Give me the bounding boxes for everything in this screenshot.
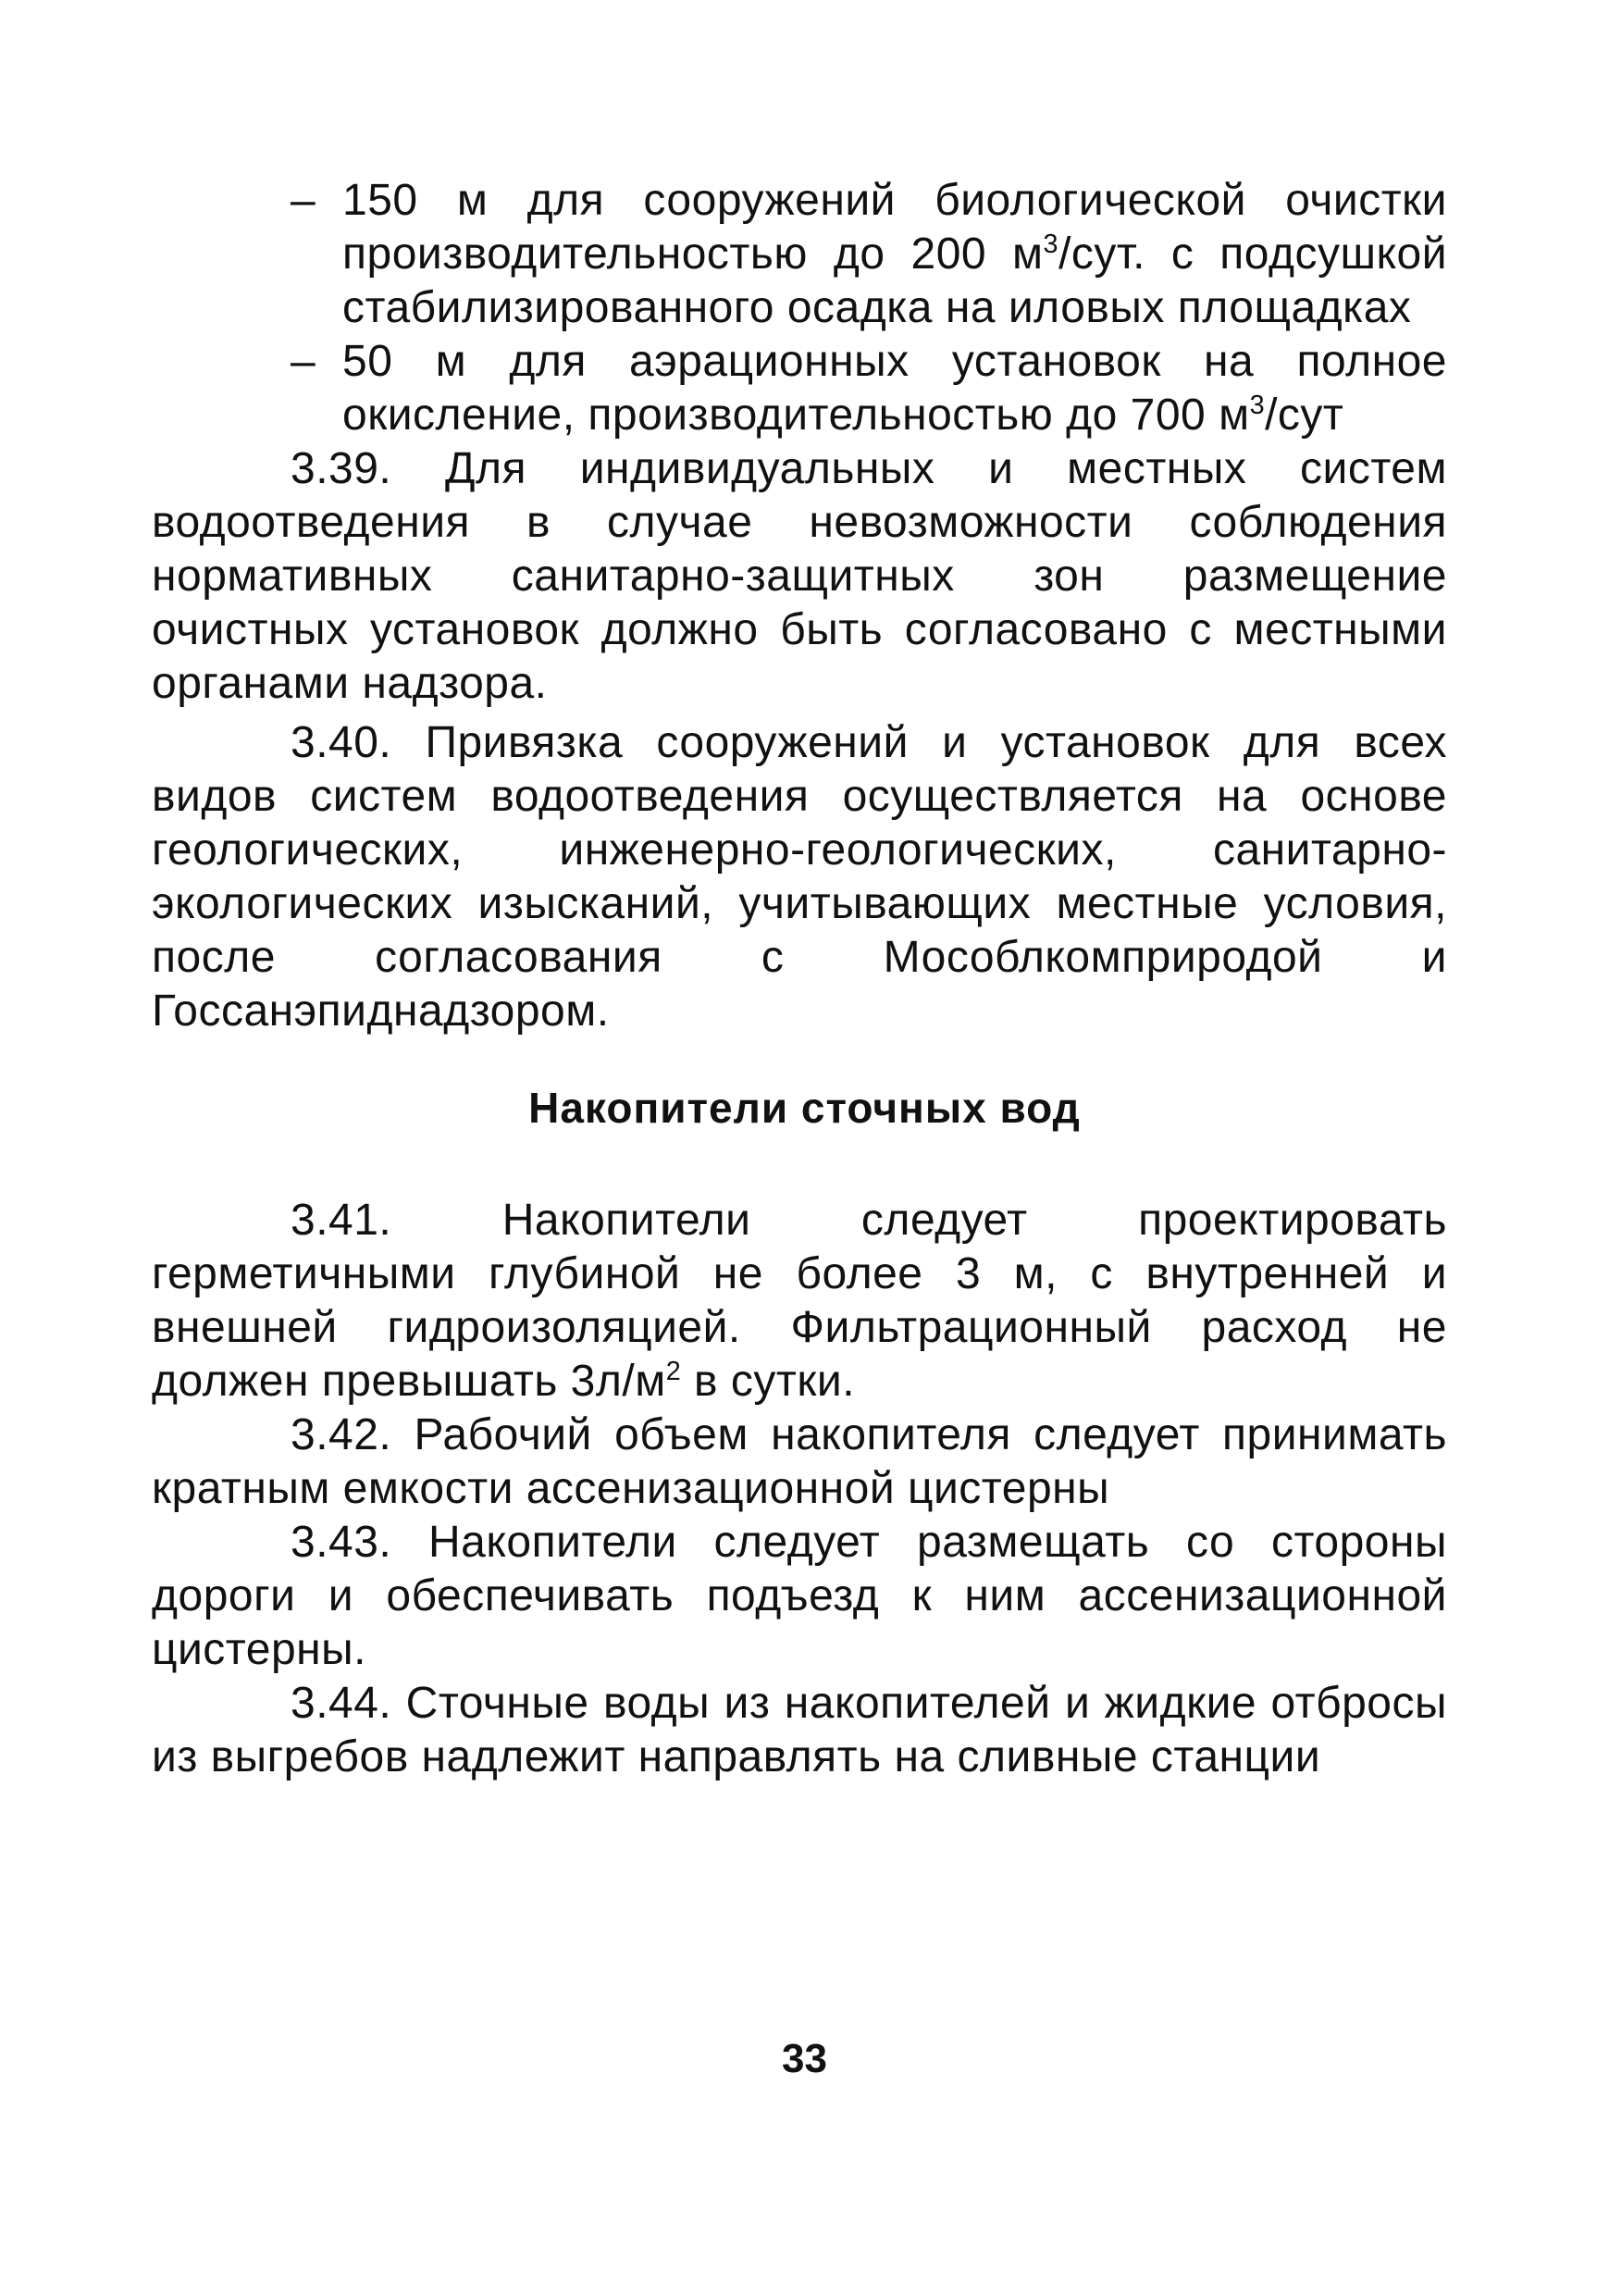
section-body [152,1194,1447,1784]
paragraph-text: 3.41. Накопители следует проектировать герметичными глубиной не более 3 м, с внутренней и внешней гидроизоляцией. Фильтрационный расход не должен превышать 3л/м [152,1196,1447,1406]
paragraph-3-43: 3.43. Накопители следует размещать со стороны дороги и обеспечивать подъезд к ним ассенизационной цистерны. [152,1518,1447,1674]
paragraph-text-cont: в сутки. [681,1357,856,1406]
paragraph-3-42: 3.42. Рабочий объем накопителя следует принимать кратным емкости ассенизационной цистерны [152,1410,1447,1513]
list-item [152,335,1447,442]
paragraph-3-44: 3.44. Сточные воды из накопителей и жидкие отбросы из выгребов надлежит направлять на сливные станции [152,1679,1447,1781]
list-dash: – [291,176,316,225]
section-heading: Накопители сточных вод [528,1084,1081,1132]
list-dash: – [291,337,316,386]
list-block [152,174,1447,1038]
paragraph-3-40: 3.40. Привязка сооружений и установок для всех видов систем водоотведения осуществляется на основе геологических, инженерно-геологических, санитарно-экологических изысканий, учитывающих местные условия, после согласования с Мособлкомприродой и Госсанэпиднадзором. [152,718,1447,1036]
page-number: 33 [782,2036,827,2081]
list-item [152,174,1447,335]
list-item-text-cont: /сут [1265,391,1344,440]
paragraph-3-39: 3.39. Для индивидуальных и местных систем водоотведения в случае невозможности соблюдения нормативных санитарно-защитных зон размещение очистных установок должно быть согласовано с местными органами надзора. [152,444,1447,708]
list-item-text: 50 м для аэрационных установок на полное окисление, производительностью до 700 м [342,337,1447,440]
superscript: 3 [1043,230,1059,259]
paragraph-3-41 [152,1194,1447,1409]
superscript: 2 [665,1357,682,1386]
list-item-text: 150 м для сооружений биологической очистки производительностью до 200 м [342,176,1447,279]
list-item-text-cont: /сут. с подсушкой стабилизированного осадка на иловых площадках [342,230,1448,332]
superscript: 3 [1249,391,1266,420]
